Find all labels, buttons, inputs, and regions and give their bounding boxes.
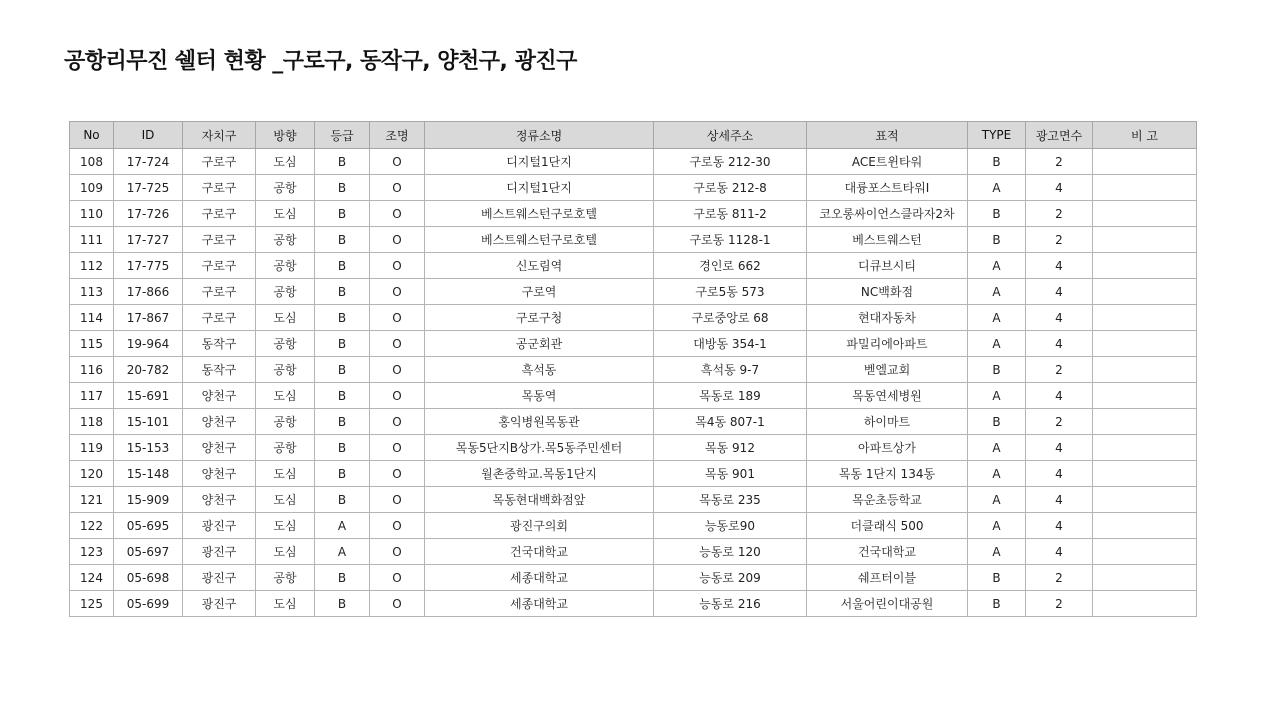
cell-district: 구로구 xyxy=(183,149,256,175)
table-row xyxy=(70,513,1197,539)
cell-type: A xyxy=(968,253,1026,279)
cell-landmark: 목동 1단지 134동 xyxy=(807,461,968,487)
cell-id: 20-782 xyxy=(114,357,183,383)
cell-stop-name: 월촌중학교.목동1단지 xyxy=(425,461,654,487)
cell-no: 113 xyxy=(70,279,114,305)
table-row xyxy=(70,305,1197,331)
cell-landmark: 더클래식 500 xyxy=(807,513,968,539)
cell-id: 15-909 xyxy=(114,487,183,513)
cell-lighting: O xyxy=(370,461,425,487)
cell-landmark: ACE트윈타워 xyxy=(807,149,968,175)
cell-type: A xyxy=(968,305,1026,331)
cell-remarks xyxy=(1093,357,1197,383)
cell-direction: 공항 xyxy=(256,331,315,357)
cell-type: B xyxy=(968,565,1026,591)
cell-landmark: 베스트웨스턴 xyxy=(807,227,968,253)
cell-direction: 공항 xyxy=(256,409,315,435)
cell-ad-count: 4 xyxy=(1026,513,1093,539)
cell-no: 117 xyxy=(70,383,114,409)
cell-district: 양천구 xyxy=(183,487,256,513)
cell-type: B xyxy=(968,227,1026,253)
cell-direction: 공항 xyxy=(256,565,315,591)
cell-remarks xyxy=(1093,305,1197,331)
cell-remarks xyxy=(1093,201,1197,227)
cell-direction: 도심 xyxy=(256,591,315,617)
cell-remarks xyxy=(1093,175,1197,201)
cell-landmark: 목운초등학교 xyxy=(807,487,968,513)
cell-lighting: O xyxy=(370,331,425,357)
cell-landmark: 현대자동차 xyxy=(807,305,968,331)
cell-no: 116 xyxy=(70,357,114,383)
cell-address: 목4동 807-1 xyxy=(654,409,807,435)
cell-landmark: 쉐프터이블 xyxy=(807,565,968,591)
cell-no: 119 xyxy=(70,435,114,461)
cell-id: 05-698 xyxy=(114,565,183,591)
cell-no: 111 xyxy=(70,227,114,253)
cell-direction: 공항 xyxy=(256,279,315,305)
cell-lighting: O xyxy=(370,383,425,409)
cell-address: 구로중앙로 68 xyxy=(654,305,807,331)
cell-landmark: 하이마트 xyxy=(807,409,968,435)
cell-address: 목동 901 xyxy=(654,461,807,487)
cell-type: A xyxy=(968,279,1026,305)
header-stop-name: 정류소명 xyxy=(425,122,654,149)
cell-id: 17-775 xyxy=(114,253,183,279)
table-row xyxy=(70,149,1197,175)
cell-ad-count: 2 xyxy=(1026,227,1093,253)
cell-ad-count: 4 xyxy=(1026,539,1093,565)
cell-landmark: 코오롱싸이언스클라자2차 xyxy=(807,201,968,227)
cell-lighting: O xyxy=(370,305,425,331)
cell-lighting: O xyxy=(370,279,425,305)
cell-id: 17-867 xyxy=(114,305,183,331)
cell-id: 15-148 xyxy=(114,461,183,487)
cell-id: 17-866 xyxy=(114,279,183,305)
table-row xyxy=(70,539,1197,565)
header-landmark: 표적 xyxy=(807,122,968,149)
table-row xyxy=(70,565,1197,591)
cell-district: 구로구 xyxy=(183,201,256,227)
table-header-row xyxy=(70,122,1197,149)
cell-district: 광진구 xyxy=(183,539,256,565)
cell-type: B xyxy=(968,409,1026,435)
cell-address: 능동로 120 xyxy=(654,539,807,565)
cell-id: 17-726 xyxy=(114,201,183,227)
cell-district: 광진구 xyxy=(183,591,256,617)
cell-type: B xyxy=(968,149,1026,175)
cell-ad-count: 2 xyxy=(1026,591,1093,617)
cell-grade: B xyxy=(315,565,370,591)
table-row xyxy=(70,357,1197,383)
cell-district: 양천구 xyxy=(183,383,256,409)
cell-address: 구로동 1128-1 xyxy=(654,227,807,253)
cell-type: A xyxy=(968,383,1026,409)
cell-no: 121 xyxy=(70,487,114,513)
cell-direction: 공항 xyxy=(256,175,315,201)
header-address: 상세주소 xyxy=(654,122,807,149)
table-row xyxy=(70,253,1197,279)
cell-grade: B xyxy=(315,357,370,383)
cell-grade: B xyxy=(315,201,370,227)
cell-remarks xyxy=(1093,513,1197,539)
cell-stop-name: 광진구의회 xyxy=(425,513,654,539)
cell-no: 118 xyxy=(70,409,114,435)
cell-id: 17-725 xyxy=(114,175,183,201)
table-row xyxy=(70,227,1197,253)
header-type: TYPE xyxy=(968,122,1026,149)
cell-district: 광진구 xyxy=(183,565,256,591)
cell-type: A xyxy=(968,539,1026,565)
cell-district: 구로구 xyxy=(183,279,256,305)
cell-direction: 공항 xyxy=(256,435,315,461)
cell-address: 능동로 216 xyxy=(654,591,807,617)
cell-ad-count: 4 xyxy=(1026,279,1093,305)
cell-grade: B xyxy=(315,461,370,487)
cell-address: 구로5동 573 xyxy=(654,279,807,305)
cell-address: 구로동 212-8 xyxy=(654,175,807,201)
cell-district: 동작구 xyxy=(183,331,256,357)
cell-address: 목동로 189 xyxy=(654,383,807,409)
cell-lighting: O xyxy=(370,487,425,513)
cell-no: 120 xyxy=(70,461,114,487)
cell-ad-count: 4 xyxy=(1026,435,1093,461)
cell-address: 목동 912 xyxy=(654,435,807,461)
cell-direction: 도심 xyxy=(256,383,315,409)
cell-lighting: O xyxy=(370,513,425,539)
cell-district: 양천구 xyxy=(183,435,256,461)
cell-ad-count: 4 xyxy=(1026,253,1093,279)
cell-stop-name: 흑석동 xyxy=(425,357,654,383)
table-row xyxy=(70,383,1197,409)
cell-remarks xyxy=(1093,435,1197,461)
cell-landmark: 아파트상가 xyxy=(807,435,968,461)
cell-type: B xyxy=(968,201,1026,227)
cell-stop-name: 신도림역 xyxy=(425,253,654,279)
cell-remarks xyxy=(1093,409,1197,435)
cell-address: 구로동 212-30 xyxy=(654,149,807,175)
cell-ad-count: 4 xyxy=(1026,331,1093,357)
cell-remarks xyxy=(1093,253,1197,279)
cell-grade: A xyxy=(315,539,370,565)
cell-id: 17-727 xyxy=(114,227,183,253)
cell-lighting: O xyxy=(370,175,425,201)
cell-lighting: O xyxy=(370,357,425,383)
cell-grade: B xyxy=(315,487,370,513)
cell-remarks xyxy=(1093,149,1197,175)
cell-direction: 도심 xyxy=(256,487,315,513)
cell-grade: B xyxy=(315,279,370,305)
cell-no: 109 xyxy=(70,175,114,201)
cell-grade: B xyxy=(315,149,370,175)
cell-district: 양천구 xyxy=(183,461,256,487)
cell-stop-name: 구로구청 xyxy=(425,305,654,331)
cell-landmark: 디큐브시티 xyxy=(807,253,968,279)
cell-remarks xyxy=(1093,487,1197,513)
cell-grade: B xyxy=(315,175,370,201)
cell-no: 124 xyxy=(70,565,114,591)
cell-lighting: O xyxy=(370,201,425,227)
cell-direction: 공항 xyxy=(256,357,315,383)
cell-lighting: O xyxy=(370,227,425,253)
cell-address: 목동로 235 xyxy=(654,487,807,513)
cell-lighting: O xyxy=(370,565,425,591)
cell-grade: B xyxy=(315,227,370,253)
cell-type: B xyxy=(968,357,1026,383)
table-row xyxy=(70,461,1197,487)
cell-landmark: 파밀리에아파트 xyxy=(807,331,968,357)
cell-lighting: O xyxy=(370,435,425,461)
cell-remarks xyxy=(1093,331,1197,357)
cell-type: A xyxy=(968,435,1026,461)
cell-direction: 도심 xyxy=(256,201,315,227)
header-ad-count: 광고면수 xyxy=(1026,122,1093,149)
cell-stop-name: 베스트웨스턴구로호텔 xyxy=(425,227,654,253)
cell-address: 구로동 811-2 xyxy=(654,201,807,227)
cell-grade: B xyxy=(315,253,370,279)
cell-remarks xyxy=(1093,539,1197,565)
cell-lighting: O xyxy=(370,539,425,565)
cell-type: B xyxy=(968,591,1026,617)
shelter-table xyxy=(69,121,1197,617)
cell-type: A xyxy=(968,331,1026,357)
cell-direction: 도심 xyxy=(256,461,315,487)
cell-id: 15-101 xyxy=(114,409,183,435)
cell-direction: 공항 xyxy=(256,227,315,253)
cell-id: 05-699 xyxy=(114,591,183,617)
cell-address: 능동로 209 xyxy=(654,565,807,591)
cell-grade: B xyxy=(315,383,370,409)
cell-grade: A xyxy=(315,513,370,539)
cell-landmark: 목동연세병원 xyxy=(807,383,968,409)
cell-stop-name: 디지털1단지 xyxy=(425,175,654,201)
cell-remarks xyxy=(1093,227,1197,253)
cell-landmark: 벧엘교회 xyxy=(807,357,968,383)
cell-remarks xyxy=(1093,383,1197,409)
cell-stop-name: 목동현대백화점앞 xyxy=(425,487,654,513)
table-row xyxy=(70,175,1197,201)
table-row xyxy=(70,591,1197,617)
cell-ad-count: 2 xyxy=(1026,409,1093,435)
cell-remarks xyxy=(1093,279,1197,305)
cell-district: 구로구 xyxy=(183,305,256,331)
header-district: 자치구 xyxy=(183,122,256,149)
cell-remarks xyxy=(1093,565,1197,591)
cell-district: 구로구 xyxy=(183,175,256,201)
cell-id: 15-153 xyxy=(114,435,183,461)
cell-id: 05-695 xyxy=(114,513,183,539)
cell-ad-count: 2 xyxy=(1026,565,1093,591)
cell-no: 108 xyxy=(70,149,114,175)
table-row xyxy=(70,409,1197,435)
header-remarks: 비 고 xyxy=(1093,122,1197,149)
cell-direction: 도심 xyxy=(256,305,315,331)
cell-direction: 도심 xyxy=(256,149,315,175)
cell-no: 110 xyxy=(70,201,114,227)
header-id: ID xyxy=(114,122,183,149)
document-title: 공항리무진 쉘터 현황 _구로구, 동작구, 양천구, 광진구 xyxy=(64,49,577,74)
cell-district: 광진구 xyxy=(183,513,256,539)
cell-grade: B xyxy=(315,305,370,331)
cell-stop-name: 세종대학교 xyxy=(425,591,654,617)
cell-ad-count: 2 xyxy=(1026,357,1093,383)
cell-no: 123 xyxy=(70,539,114,565)
table-body xyxy=(70,149,1197,617)
cell-direction: 공항 xyxy=(256,253,315,279)
cell-ad-count: 2 xyxy=(1026,149,1093,175)
cell-district: 구로구 xyxy=(183,253,256,279)
cell-direction: 도심 xyxy=(256,513,315,539)
cell-grade: B xyxy=(315,409,370,435)
cell-stop-name: 홍익병원목동관 xyxy=(425,409,654,435)
header-lighting: 조명 xyxy=(370,122,425,149)
cell-address: 경인로 662 xyxy=(654,253,807,279)
cell-stop-name: 구로역 xyxy=(425,279,654,305)
cell-ad-count: 2 xyxy=(1026,201,1093,227)
cell-stop-name: 공군회관 xyxy=(425,331,654,357)
table-row xyxy=(70,331,1197,357)
cell-stop-name: 건국대학교 xyxy=(425,539,654,565)
header-direction: 방향 xyxy=(256,122,315,149)
cell-lighting: O xyxy=(370,409,425,435)
cell-stop-name: 목동역 xyxy=(425,383,654,409)
cell-type: A xyxy=(968,513,1026,539)
cell-ad-count: 4 xyxy=(1026,305,1093,331)
cell-lighting: O xyxy=(370,149,425,175)
cell-type: A xyxy=(968,175,1026,201)
cell-stop-name: 베스트웨스턴구로호텔 xyxy=(425,201,654,227)
table-row xyxy=(70,201,1197,227)
cell-landmark: NC백화점 xyxy=(807,279,968,305)
cell-district: 구로구 xyxy=(183,227,256,253)
cell-ad-count: 4 xyxy=(1026,487,1093,513)
cell-landmark: 대륭포스트타워I xyxy=(807,175,968,201)
cell-grade: B xyxy=(315,435,370,461)
cell-stop-name: 세종대학교 xyxy=(425,565,654,591)
cell-landmark: 건국대학교 xyxy=(807,539,968,565)
cell-lighting: O xyxy=(370,253,425,279)
table-row xyxy=(70,435,1197,461)
cell-id: 15-691 xyxy=(114,383,183,409)
cell-grade: B xyxy=(315,331,370,357)
cell-no: 122 xyxy=(70,513,114,539)
table-row xyxy=(70,279,1197,305)
cell-ad-count: 4 xyxy=(1026,383,1093,409)
cell-ad-count: 4 xyxy=(1026,175,1093,201)
cell-remarks xyxy=(1093,591,1197,617)
cell-address: 대방동 354-1 xyxy=(654,331,807,357)
cell-id: 17-724 xyxy=(114,149,183,175)
cell-direction: 도심 xyxy=(256,539,315,565)
cell-stop-name: 디지털1단지 xyxy=(425,149,654,175)
cell-lighting: O xyxy=(370,591,425,617)
cell-landmark: 서울어린이대공원 xyxy=(807,591,968,617)
cell-no: 125 xyxy=(70,591,114,617)
cell-type: A xyxy=(968,461,1026,487)
cell-address: 흑석동 9-7 xyxy=(654,357,807,383)
cell-ad-count: 4 xyxy=(1026,461,1093,487)
cell-no: 115 xyxy=(70,331,114,357)
table-row xyxy=(70,487,1197,513)
cell-id: 19-964 xyxy=(114,331,183,357)
cell-stop-name: 목동5단지B상가.목5동주민센터 xyxy=(425,435,654,461)
cell-district: 양천구 xyxy=(183,409,256,435)
cell-no: 112 xyxy=(70,253,114,279)
cell-id: 05-697 xyxy=(114,539,183,565)
cell-remarks xyxy=(1093,461,1197,487)
cell-address: 능동로90 xyxy=(654,513,807,539)
header-grade: 등급 xyxy=(315,122,370,149)
cell-type: A xyxy=(968,487,1026,513)
header-no: No xyxy=(70,122,114,149)
cell-grade: B xyxy=(315,591,370,617)
cell-no: 114 xyxy=(70,305,114,331)
cell-district: 동작구 xyxy=(183,357,256,383)
